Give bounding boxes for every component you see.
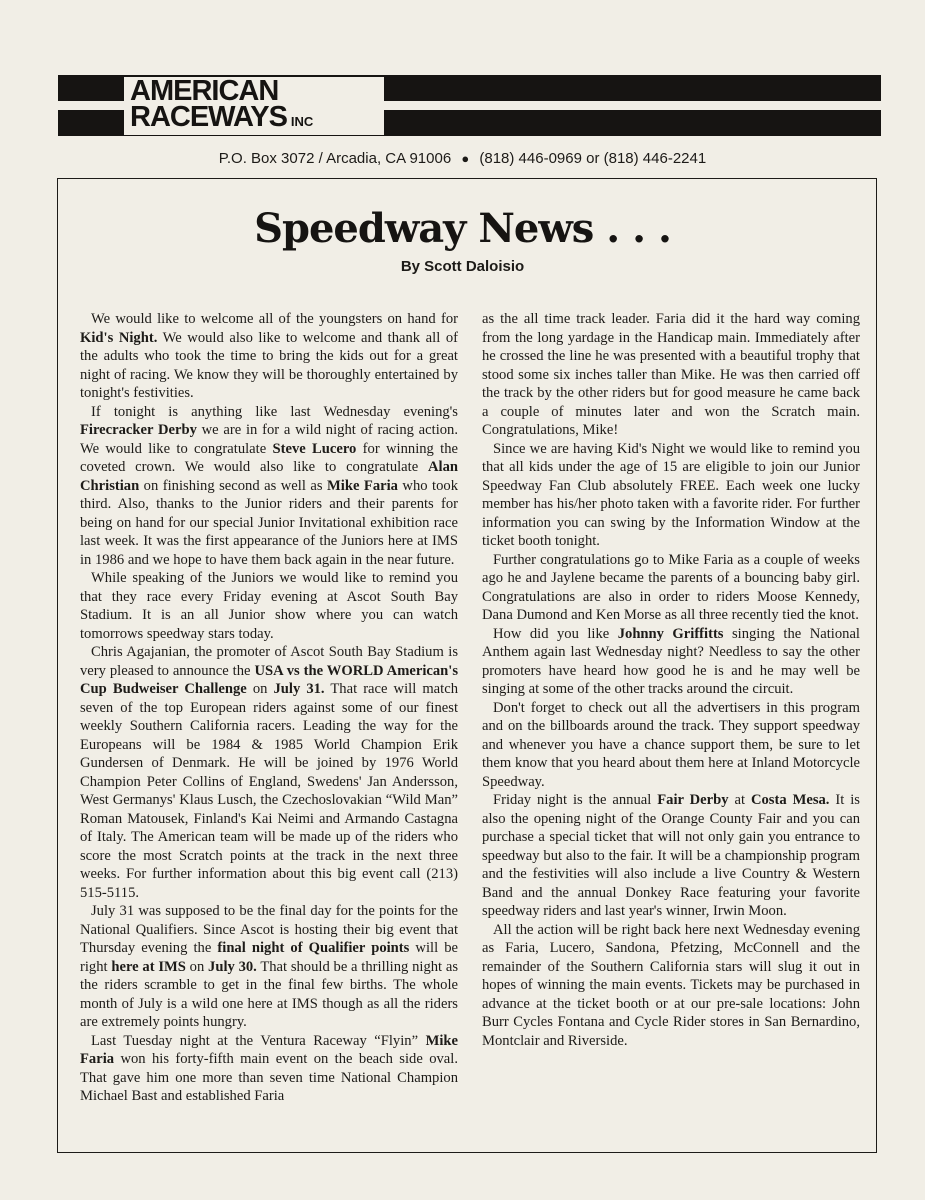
body-text: Since we are having Kid's Night we would like to remind you that all kids under the age of 15 are eligible to join our Junior Speedway Fan Club absolutely FREE. Each week one lucky member has his/her photo taken with a favorite rider. For further information you can swing by the Information Window at the ticket booth tonight.	[482, 440, 860, 549]
bold-text: final night of Qualifier points	[217, 940, 410, 956]
contact-address-line	[0, 150, 925, 167]
article-paragraph	[80, 403, 458, 570]
article-paragraph	[482, 921, 860, 1051]
body-text: we are in for a wild night of racing action. We would like to congratulate	[80, 422, 458, 457]
article-paragraph	[80, 569, 458, 643]
article-paragraph	[482, 440, 860, 551]
body-text: Don't forget to check out all the advertisers in this program and on the billboards around the track. They support speedway and whenever you have a chance support them, be sure to let them know that you heard about them here at Inland Motorcycle Speedway.	[482, 699, 860, 790]
article-column-right	[482, 310, 860, 1050]
logo-inc-suffix: INC	[290, 114, 314, 129]
article-paragraph	[80, 643, 458, 902]
masthead	[58, 75, 881, 137]
body-text: on	[246, 681, 274, 697]
body-text: Friday night is the annual	[493, 792, 658, 808]
body-text: singing the National Anthem again last Wednesday night? Needless to say the other promoters have heard how good he is and he may well be singing at some of the other tracks around the circuit.	[482, 625, 860, 697]
bold-text: USA vs the WORLD American's Cup Budweiser Challenge	[80, 662, 458, 697]
bold-text: Mike Faria	[80, 1032, 458, 1067]
body-text: If tonight is anything like last Wednesday evening's	[91, 403, 458, 420]
body-text: will be right	[80, 940, 458, 975]
bold-text: Firecracker Derby	[80, 422, 197, 438]
body-text: as the all time track leader. Faria did it the hard way coming from the long yardage in the Handicap main. Immediately after he crossed the line he was presented with a beautiful trophy that stood some six inches taller than Mike. He was then carried off the track by the other riders but for good measure he came back a couple of minutes later and won the Scratch main. Congratulations, Mike!	[482, 311, 860, 438]
body-text: won his forty-fifth main event on the beach side oval. That gave him one more than seven time National Champion Michael Bast and established Faria	[80, 1051, 458, 1104]
article-paragraph	[482, 551, 860, 625]
logo-line-american: AMERICAN	[130, 75, 279, 107]
logo-raceways-text: RACEWAYS	[130, 101, 287, 133]
body-text: Further congratulations go to Mike Faria as a couple of weeks ago he and Jaylene became the parents of a bouncing baby girl. Congratulations are also in order to riders Moose Kennedy, Dana Dumond and Ken Morse as all three recently tied the knot.	[482, 551, 860, 623]
bold-text: Mike Faria	[327, 477, 398, 494]
company-logo	[124, 77, 384, 135]
logo-line-raceways	[130, 103, 378, 136]
body-text: All the action will be right back here next Wednesday evening as Faria, Lucero, Sandona, Pfetzing, McConnell and the remainder of the Southern California stars will slug it out in hopes of winning the main events. Tickets may be purchased in advance at the ticket booth or at our pre-sale locations: John Burr Cycles Fontana and Cycle Rider stores in San Bernardino, Montclair and Riverside.	[482, 921, 860, 1049]
body-text: We would also like to welcome and thank all of the adults who took the time to bring the kids out for a great night of racing. We know they will be thoroughly entertained by tonight's festivities.	[80, 329, 458, 401]
article-byline: By Scott Daloisio	[400, 258, 525, 275]
bold-text: here at IMS	[111, 958, 186, 975]
body-text: It is also the opening night of the Orange County Fair and you can purchase a special ticket that will not only gain you entrance to speedway but also to the fair. It will be a championship program and the festivities will also include a live Country & Western Band and the annual Donkey Race featuring your favorite speedway riders and last year's winner, Irwin Moon.	[482, 792, 860, 919]
bold-text: Alan Christian	[80, 459, 458, 494]
body-text: at	[728, 792, 751, 808]
body-text: Chris Agajanian, the promoter of Ascot South Bay Stadium is very pleased to announce the	[80, 644, 458, 679]
bullet-icon: ●	[461, 151, 470, 166]
body-text: on	[185, 958, 209, 975]
body-text: That race will match seven of the top European riders against some of our finest weekly Southern California racers. Leading the way for the Europeans will be 1984 & 1985 World Champion Erik Gundersen of Denmark. He will be joined by 1976 World Champion Peter Collins of England, Swedens' Jan Andersson, West Germanys' Klaus Lusch, the Czechoslovakian “Wild Man” Roman Matousek, Finland's Kai Neimi and Armando Castagna of Italy. The American team will be made up of the riders who score the most Scratch points at the track in the next three weeks. For further information about this big event call (213) 515-5115.	[80, 681, 458, 901]
phone-numbers: (818) 446-0969 or (818) 446-2241	[479, 150, 707, 167]
article-paragraph	[80, 310, 458, 403]
body-text: on finishing second as well as	[139, 477, 327, 494]
body-text: While speaking of the Juniors we would like to remind you that they race every Friday evening at Ascot South Bay Stadium. It is an all Junior show where you can watch tomorrows speedway stars today.	[80, 570, 458, 642]
body-text: for winning the coveted crown. We would also like to congratulate	[80, 440, 458, 475]
article-paragraph	[80, 1032, 458, 1106]
postal-address: P.O. Box 3072 / Arcadia, CA 91006	[218, 150, 452, 167]
body-text: That should be a thrilling night as the riders scramble to get in the final few births. The whole month of July is a wild one here at IMS though as all the riders are extremely points hungry.	[80, 958, 459, 1030]
article-headline: Speedway News . . .	[254, 205, 671, 252]
bold-text: July 30.	[208, 958, 257, 975]
article-paragraph	[482, 699, 860, 792]
body-text: Last Tuesday night at the Ventura Raceway “Flyin”	[91, 1032, 426, 1049]
bold-text: Johnny Griffitts	[617, 625, 724, 642]
article-paragraph	[482, 791, 860, 921]
article-paragraph	[482, 310, 860, 440]
body-text: who took third. Also, thanks to the Junior riders and their parents for being on hand for our special Junior Invitational exhibition race last week. It was the first appearance of the Juniors here at IMS in 1986 and we hope to have them back again in the near future.	[80, 477, 458, 568]
bold-text: Steve Lucero	[272, 440, 357, 457]
bold-text: July 31.	[273, 681, 325, 697]
article-paragraph	[482, 625, 860, 699]
bold-text: Fair Derby	[657, 792, 729, 808]
article-column-left	[80, 310, 458, 1106]
body-text: How did you like	[493, 625, 618, 642]
body-text: July 31 was supposed to be the final day for the points for the National Qualifiers. Since Ascot is hosting their big event that Thursday evening the	[80, 903, 458, 956]
bold-text: Kid's Night.	[80, 329, 158, 346]
body-text: We would like to welcome all of the youngsters on hand for	[91, 311, 458, 327]
bold-text: Costa Mesa.	[750, 792, 830, 808]
article-paragraph	[80, 902, 458, 1032]
